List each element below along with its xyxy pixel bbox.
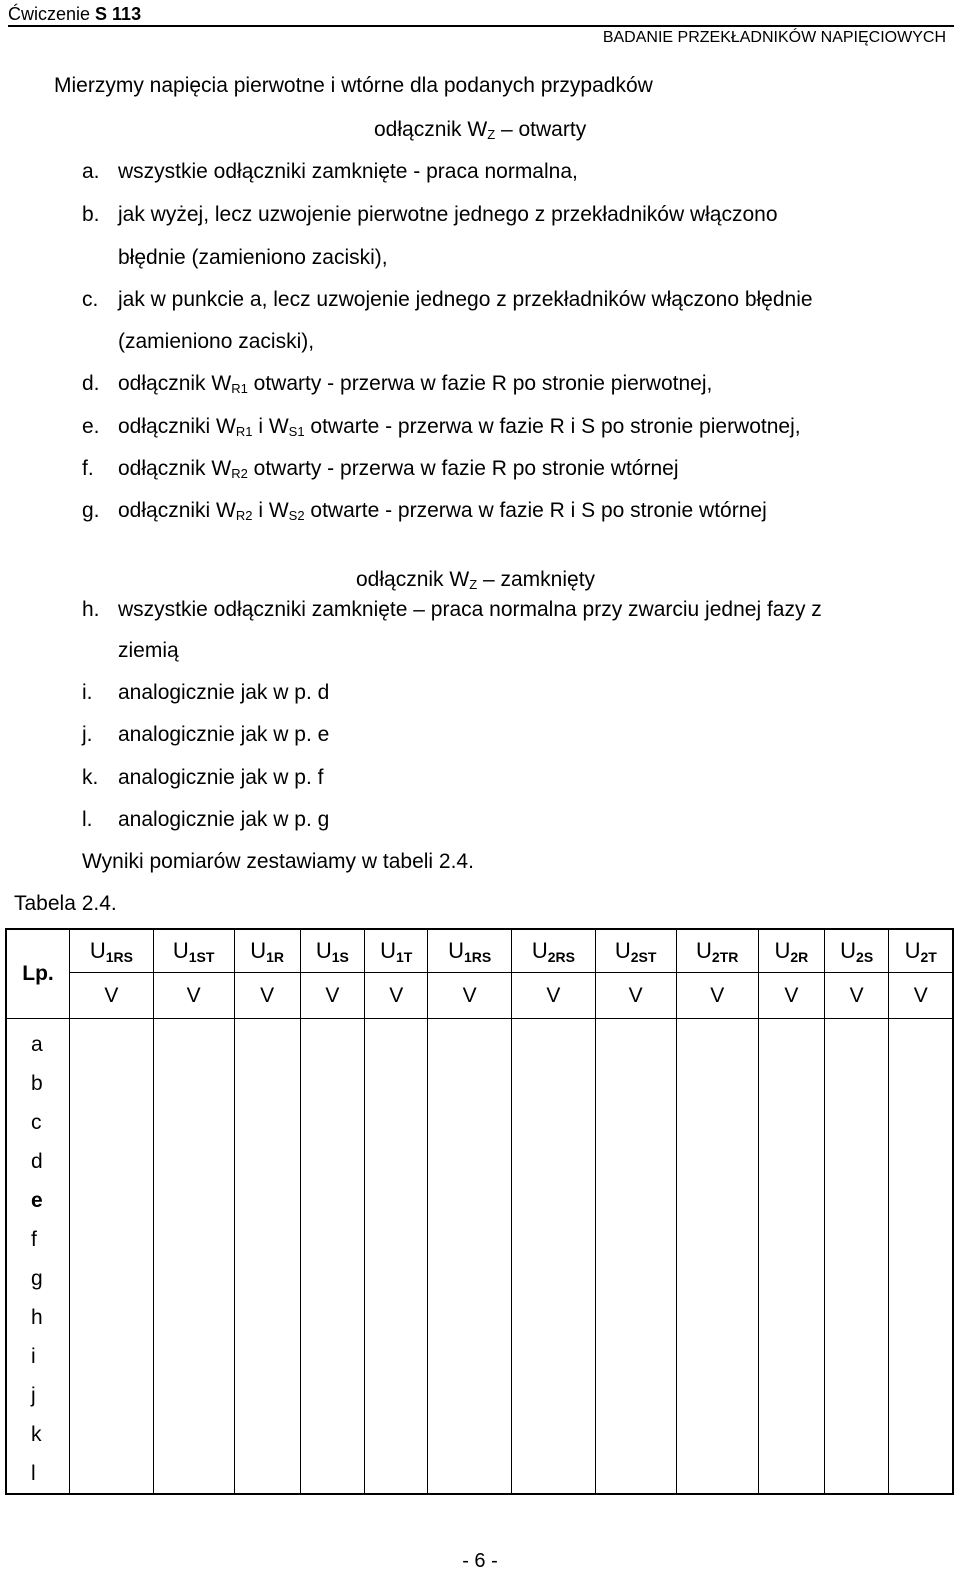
column-unit: V [824, 973, 889, 1019]
results-table [5, 928, 954, 1495]
column-unit: V [676, 973, 758, 1019]
table-cell[interactable] [365, 1019, 428, 1495]
list-item-h-cont: ziemią [118, 639, 179, 662]
row-label: d [31, 1150, 43, 1173]
row-label: l [31, 1462, 36, 1485]
row-label: c [31, 1111, 42, 1134]
table-header-row [6, 929, 953, 973]
results-note: Wyniki pomiarów zestawiamy w tabeli 2.4. [82, 850, 474, 873]
column-header: $U_{2T}$ [889, 929, 953, 973]
table-cell[interactable] [300, 1019, 365, 1495]
row-label: e [31, 1189, 43, 1212]
row-label: a [31, 1033, 43, 1056]
column-unit: V [153, 973, 234, 1019]
column-unit: V [234, 973, 300, 1019]
table-cell[interactable] [676, 1019, 758, 1495]
list-item-l: l. analogicznie jak w p. g [82, 808, 330, 831]
intro-text: Mierzymy napięcia pierwotne i wtórne dla podanych przypadków [54, 74, 653, 97]
list-item-k: k. analogicznie jak w p. f [82, 766, 324, 789]
list-item-j: j. analogicznie jak w p. e [82, 723, 330, 746]
column-unit: V [889, 973, 953, 1019]
list-item-b: b. jak wyżej, lecz uzwojenie pierwotne jednego z przekładników włączono [82, 203, 778, 226]
list-item-b-cont: błędnie (zamieniono zaciski), [118, 246, 388, 269]
row-label: i [31, 1345, 36, 1368]
table-unit-row [6, 973, 953, 1019]
list-item-i: i. analogicznie jak w p. d [82, 681, 330, 704]
column-unit: V [70, 973, 154, 1019]
exercise-number: S 113 [95, 4, 142, 24]
table-caption: Tabela 2.4. [14, 892, 117, 915]
list-item-d: d. odłącznik $W_{R1}$ otwarty - przerwa w fazie R po stronie pierwotnej, [82, 372, 713, 396]
list-item-h: h. wszystkie odłączniki zamknięte – praca normalna przy zwarciu jednej fazy z [82, 598, 822, 621]
row-labels-cell [6, 1019, 70, 1495]
column-unit: V [595, 973, 676, 1019]
column-unit: V [512, 973, 596, 1019]
column-header: $U_{2S}$ [824, 929, 889, 973]
lp-header-cell: Lp. [6, 929, 70, 1019]
column-header: $U_{1RS}$ [70, 929, 154, 973]
row-label: j [31, 1384, 36, 1407]
table-cell[interactable] [153, 1019, 234, 1495]
row-label: f [31, 1228, 37, 1251]
row-label: h [31, 1306, 43, 1329]
column-header: $U_{1S}$ [300, 929, 365, 973]
column-header: $U_{2RS}$ [512, 929, 596, 973]
list-item-f: f. odłącznik $W_{R2}$ otwarty - przerwa w fazie R po stronie wtórnej [82, 457, 679, 481]
section-heading-open: odłącznik $W_Z$ – otwarty [374, 118, 587, 142]
column-unit: V [365, 973, 428, 1019]
list-item-g: g. odłączniki $W_{R2}$ i $W_{S2}$ otwarte - przerwa w fazie R i S po stronie wtórnej [82, 499, 767, 523]
table-cell[interactable] [512, 1019, 596, 1495]
table-cell[interactable] [70, 1019, 154, 1495]
table-cell[interactable] [234, 1019, 300, 1495]
section-heading-closed: odłącznik $W_Z$ – zamknięty [356, 568, 596, 592]
column-header: $U_{2R}$ [758, 929, 824, 973]
list-item-c-cont: (zamieniono zaciski), [118, 330, 315, 353]
list-item-e: e. odłączniki $W_{R1}$ i $W_{S1}$ otwarte - przerwa w fazie R i S po stronie pierwotnej, [82, 415, 801, 439]
column-header: $U_{1ST}$ [153, 929, 234, 973]
row-label: b [31, 1072, 43, 1095]
list-item-a: a. wszystkie odłączniki zamknięte - praca normalna, [82, 160, 578, 183]
column-header: $U_{1R}$ [234, 929, 300, 973]
header-rule [8, 25, 954, 27]
column-header: $U_{2ST}$ [595, 929, 676, 973]
table-cell[interactable] [824, 1019, 889, 1495]
table-cell[interactable] [889, 1019, 953, 1495]
column-unit: V [300, 973, 365, 1019]
exercise-title: Ćwiczenie S 113 [8, 4, 142, 24]
list-item-c: c. jak w punkcie a, lecz uzwojenie jednego z przekładników włączono błędnie [82, 288, 813, 311]
column-header: $U_{2TR}$ [676, 929, 758, 973]
column-unit: V [758, 973, 824, 1019]
row-label: k [31, 1423, 42, 1446]
table-body-row [6, 1019, 953, 1495]
table-cell[interactable] [758, 1019, 824, 1495]
column-header: $U_{1T}$ [365, 929, 428, 973]
table-cell[interactable] [595, 1019, 676, 1495]
column-unit: V [428, 973, 512, 1019]
column-header: $U_{1RS}$ [428, 929, 512, 973]
topic-title: BADANIE PRZEKŁADNIKÓW NAPIĘCIOWYCH [602, 29, 946, 46]
row-label: g [31, 1267, 43, 1290]
page-number: - 6 - [462, 1550, 498, 1572]
table-cell[interactable] [428, 1019, 512, 1495]
